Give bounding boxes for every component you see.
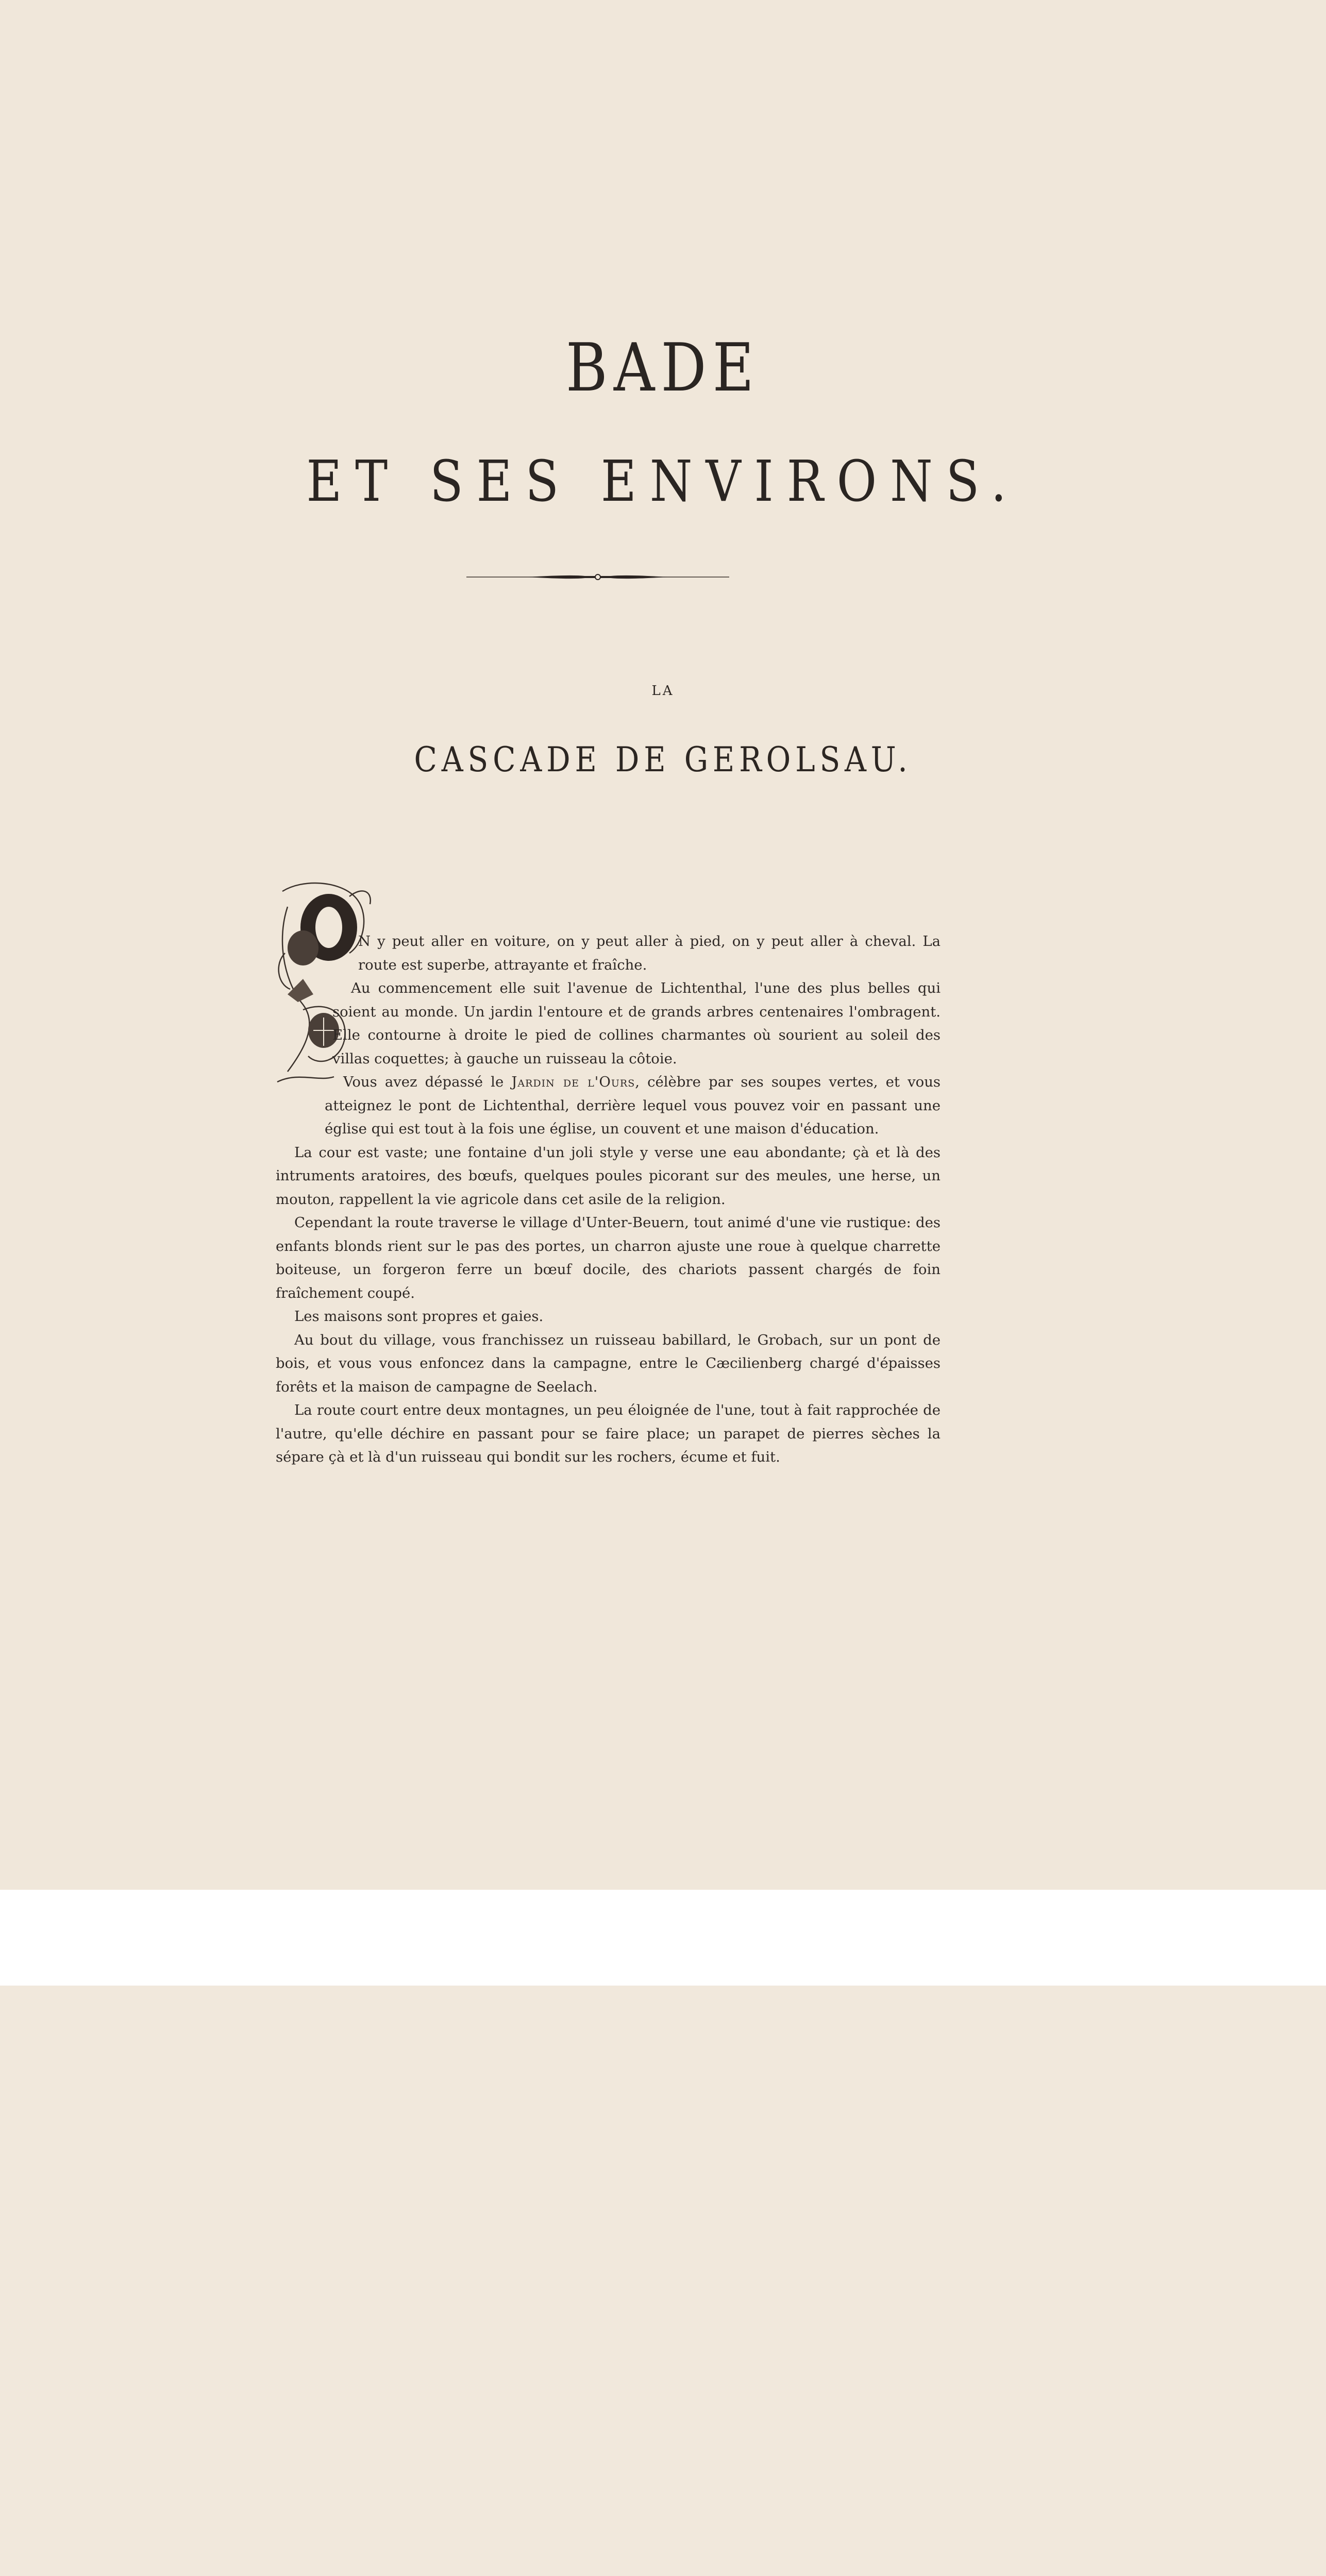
place-name-small-caps: Jardin de l'Ours xyxy=(511,1074,635,1090)
main-subtitle: ET SES ENVIRONS. xyxy=(306,448,1020,514)
paragraph-text: , célèbre par ses soupes vertes, et vous atteignez le pont de Lichtenthal, derrière lequel vous pouvez voir en passant une église qui est tout à la fois une église, un couvent et une maison d'éducation. xyxy=(325,1074,941,1137)
ornamental-rule xyxy=(466,573,729,581)
paragraph: Au commencement elle suit l'avenue de Lichtenthal, l'une des plus belles qui soient au monde. Un jardin l'entoure et de grands arbres centenaires l'ombragent. Elle contourne à droite le pied de collines charmantes où sourient au soleil des villas coquettes; à gauche un ruisseau la côtoie. xyxy=(332,980,941,1067)
article-title: CASCADE DE GEROLSAU. xyxy=(414,740,912,779)
paragraph: Cependant la route traverse le village d'Unter-Beuern, tout animé d'une vie rustique: des enfants blonds rient sur le pas des portes, un charron ajuste une roue à quelque charrette boiteuse, un forgeron ferre un bœuf docile, des chariots passent chargés de foin fraîchement coupé. xyxy=(276,1214,941,1301)
paragraph-text: Vous avez dépassé le xyxy=(343,1074,512,1090)
paragraph: Les maisons sont propres et gaies. xyxy=(294,1308,544,1325)
paragraph: La route court entre deux montagnes, un peu éloignée de l'une, tout à fait rapprochée de l'autre, qu'elle déchire en passant pour se faire place; un parapet de pierres sèches la sépare çà et là d'un ruisseau qui bondit sur les rochers, écume et fuit. xyxy=(276,1402,941,1465)
paragraph: N y peut aller en voiture, on y peut aller à pied, on y peut aller à cheval. La route est superbe, attrayante et fraîche. xyxy=(358,933,941,973)
paragraph xyxy=(276,1071,941,1141)
main-title: BADE xyxy=(565,330,761,406)
article-pre-title: LA xyxy=(651,683,675,699)
article-body xyxy=(276,930,941,1469)
paragraph: Au bout du village, vous franchissez un ruisseau babillard, le Grobach, sur un pont de bois, et vous vous enfoncez dans la campagne, entre le Cæcilienberg chargé d'épaisses forêts et la maison de campagne de Seelach. xyxy=(276,1331,941,1395)
footer-bar xyxy=(0,1890,1326,1986)
paragraph: La cour est vaste; une fontaine d'un joli style y verse une eau abondante; çà et là des intruments aratoires, des bœufs, quelques poules picorant sur des meules, une herse, un mouton, rappellent la vie agricole dans cet asile de la religion. xyxy=(276,1144,941,1208)
